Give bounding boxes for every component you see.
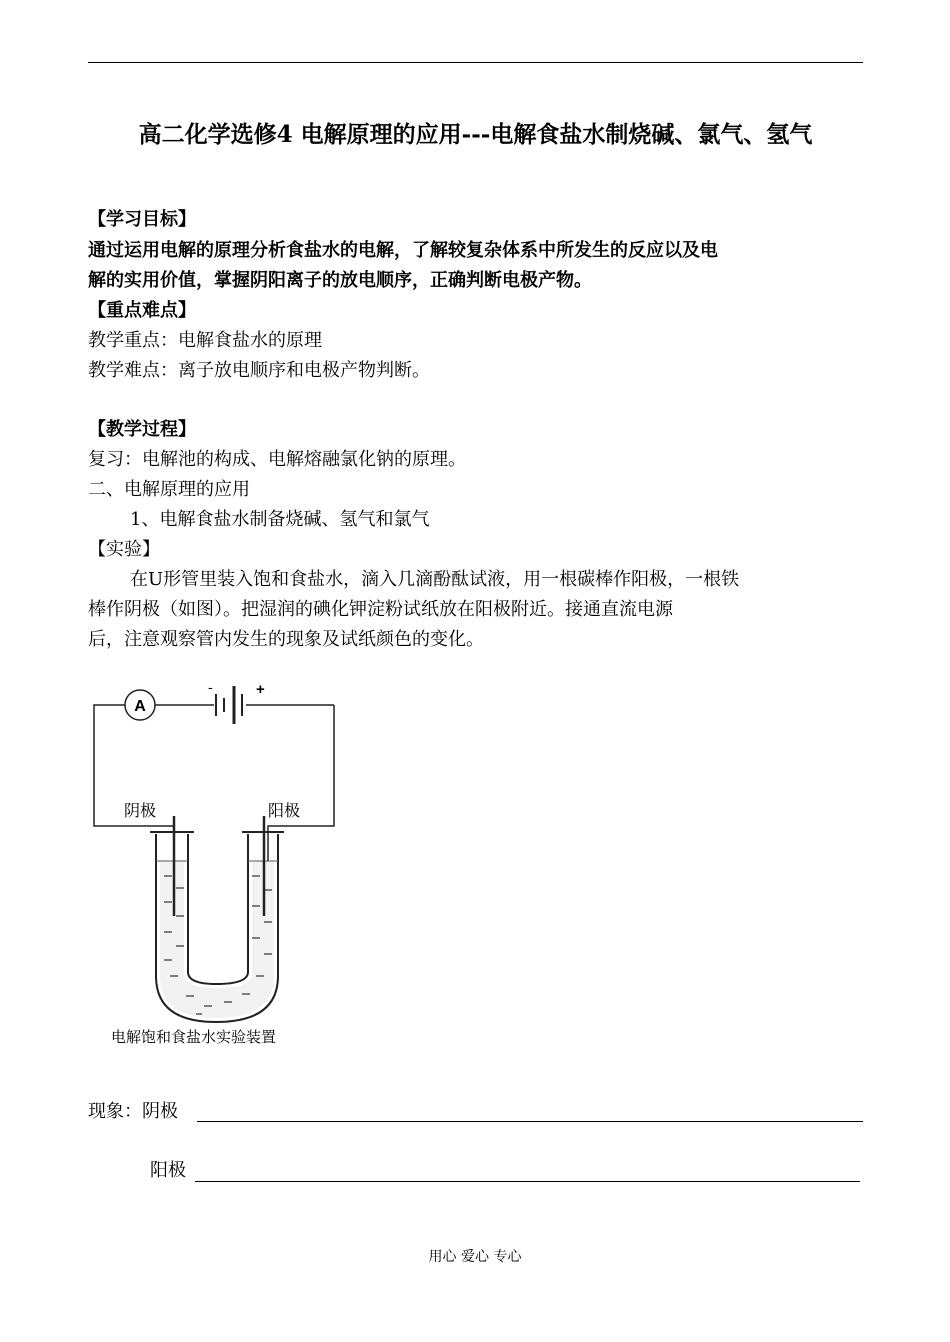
page-title: 高二化学选修4 电解原理的应用---电解食盐水制烧碱、氯气、氢气 [138,121,813,148]
header-rule [88,62,863,63]
experiment-line-3: 后，注意观察管内发生的现象及试纸颜色的变化。 [88,629,484,650]
goals-text-line-1: 通过运用电解的原理分析食盐水的电解，了解较复杂体系中所发生的反应以及电 [88,240,718,261]
process-heading: 【教学过程】 [88,419,196,440]
anode-label: 阳极 [268,801,301,820]
goals-text-line-2: 解的实用价值，掌握阴阳离子的放电顺序，正确判断电极产物。 [88,270,592,291]
cathode-answer-blank[interactable] [197,1121,863,1122]
anode-observation-label: 阳极 [150,1160,186,1181]
difficult-point: 教学难点：离子放电顺序和电极产物判断。 [88,360,430,381]
key-heading: 【重点难点】 [88,300,196,321]
experiment-heading: 【实验】 [88,539,160,560]
electrolysis-apparatus-figure [86,676,346,1056]
experiment-line-1: 在U形管里装入饱和食盐水，滴入几滴酚酞试液，用一根碳棒作阳极，一根铁 [130,569,740,590]
part-two-heading: 二、电解原理的应用 [88,479,250,500]
battery-icon [216,686,242,724]
page-footer: 用心 爱心 专心 [428,1249,522,1265]
observation-label: 现象：阴极 [88,1101,178,1122]
battery-plus: + [256,681,265,698]
figure-caption: 电解饱和食盐水实验装置 [111,1028,277,1046]
ammeter-label: A [134,698,146,715]
experiment-line-2: 棒作阴极（如图）。把湿润的碘化钾淀粉试纸放在阳极附近。接通直流电源 [88,599,673,620]
cathode-label: 阴极 [124,801,157,820]
battery-minus: - [208,679,213,695]
key-point: 教学重点：电解食盐水的原理 [88,330,322,351]
anode-answer-blank[interactable] [195,1181,860,1182]
ammeter-icon [125,690,155,720]
item-one: 1、电解食盐水制备烧碱、氢气和氯气 [130,509,430,530]
review-text: 复习：电解池的构成、电解熔融氯化钠的原理。 [88,449,466,470]
u-tube [150,816,284,1022]
goals-heading: 【学习目标】 [88,209,196,230]
